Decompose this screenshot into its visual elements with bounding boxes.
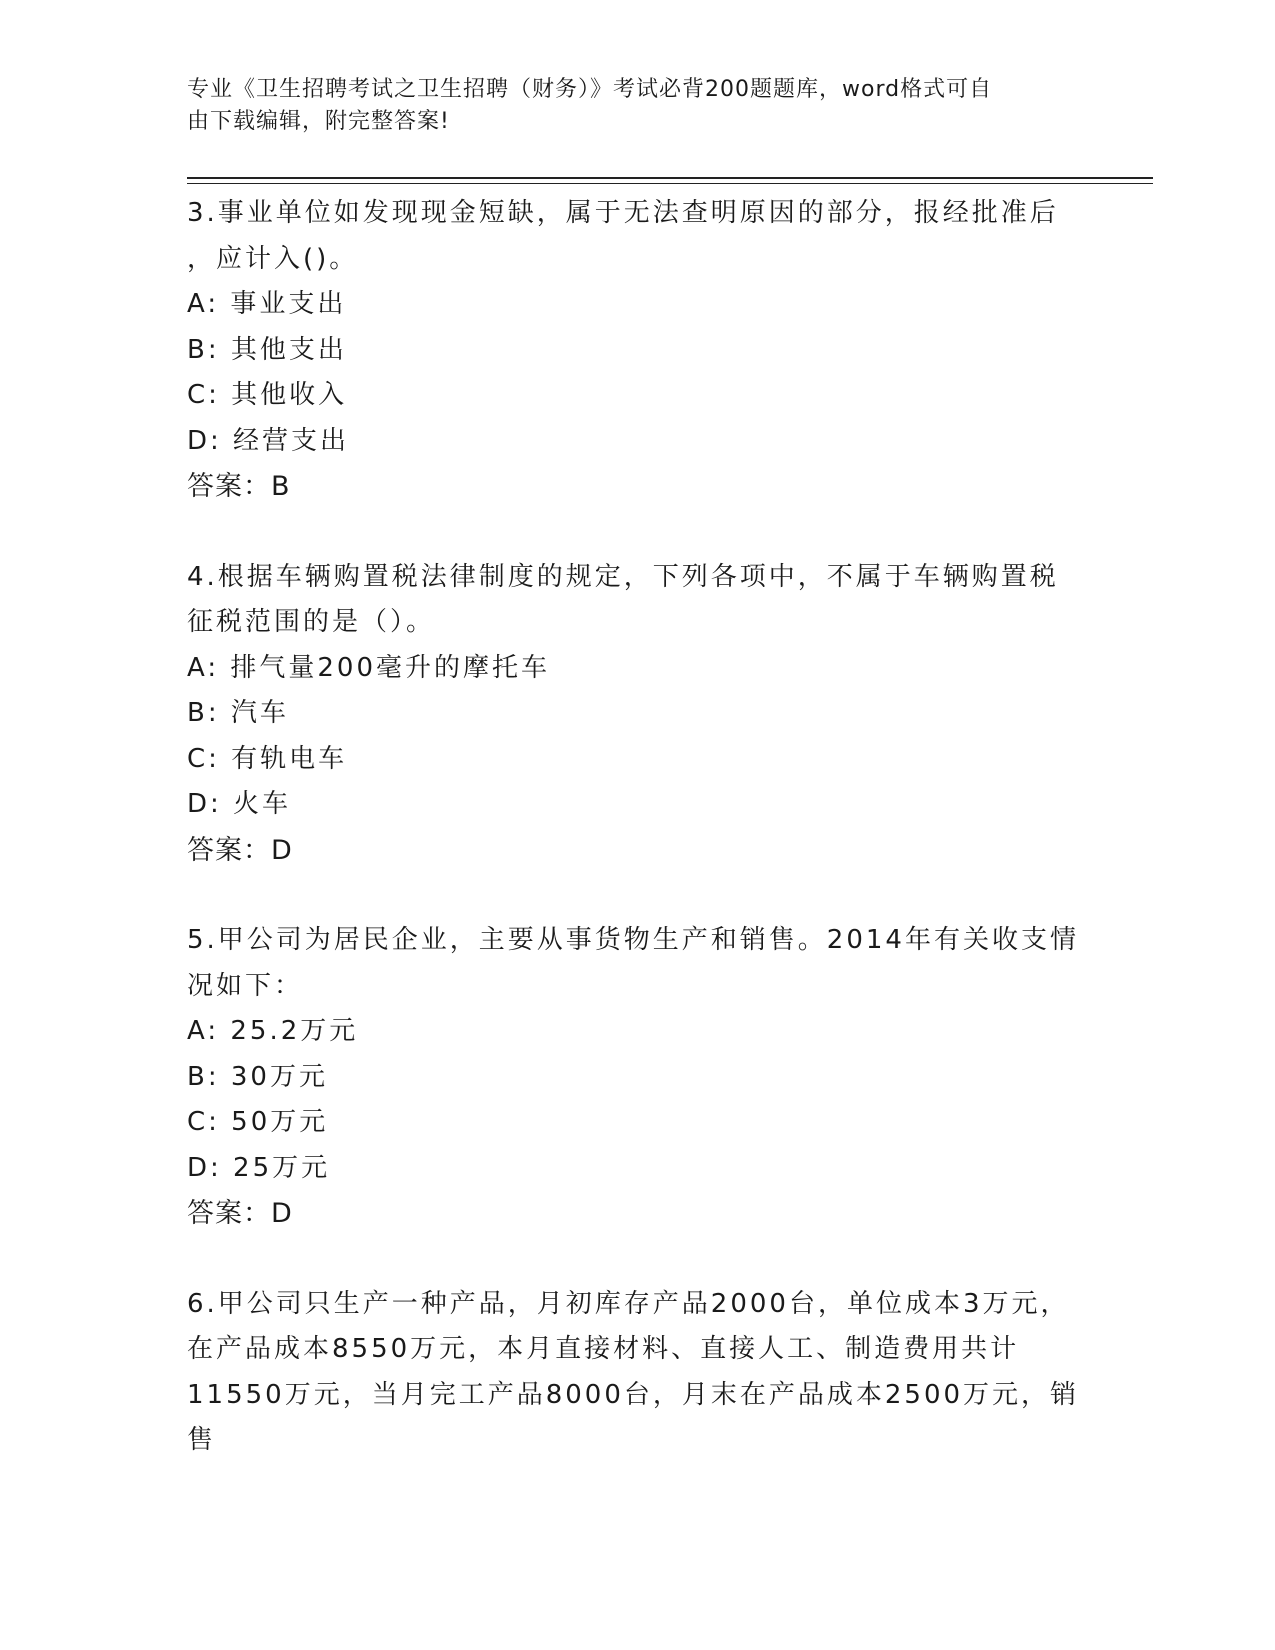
header-line-1: 专业《卫生招聘考试之卫生招聘（财务）》考试必背200题题库，word格式可自 (187, 77, 993, 102)
option-d: D: 25万元 (187, 1152, 331, 1183)
option-b: B: 其他支出 (187, 334, 347, 365)
question-5 (187, 918, 1087, 1237)
question-text-line: 5.甲公司为居民企业，主要从事货物生产和销售。2014年有关收支情 (187, 925, 1079, 955)
question-6 (187, 1282, 1087, 1464)
option-d: D: 火车 (187, 789, 292, 819)
question-text-line: 征税范围的是（）。 (187, 607, 436, 637)
question-4 (187, 555, 1087, 874)
header-line-2: 由下载编辑，附完整答案! (187, 109, 450, 134)
question-3 (187, 191, 1087, 510)
question-text-line: 6.甲公司只生产一种产品，月初库存产品2000台，单位成本3万元， (187, 1288, 1070, 1319)
question-text-line: ，应计入()。 (187, 243, 359, 274)
option-c: C: 50万元 (187, 1107, 329, 1137)
option-b: B: 30万元 (187, 1061, 328, 1092)
option-c: C: 有轨电车 (187, 743, 348, 774)
question-list (187, 191, 1087, 1464)
document-header (187, 74, 1067, 138)
option-d: D: 经营支出 (187, 425, 350, 456)
answer-line: 答案：D (187, 834, 293, 866)
question-text-line: 况如下： (187, 970, 304, 1001)
option-a: A: 排气量200毫升的摩托车 (187, 652, 550, 683)
header-divider-thin (187, 183, 1153, 184)
answer-line: 答案：B (187, 471, 291, 502)
answer-line: 答案：D (187, 1198, 293, 1229)
option-b: B: 汽车 (187, 698, 289, 728)
option-c: C: 其他收入 (187, 380, 348, 410)
question-text-line: 11550万元，当月完工产品8000台，月末在产品成本2500万元，销售 (187, 1379, 1080, 1455)
option-a: A: 25.2万元 (187, 1016, 359, 1046)
question-text-line: 3.事业单位如发现现金短缺，属于无法查明原因的部分，报经批准后 (187, 198, 1059, 228)
option-a: A: 事业支出 (187, 289, 347, 319)
header-divider-thick (187, 177, 1153, 179)
question-text-line: 在产品成本8550万元，本月直接材料、直接人工、制造费用共计 (187, 1334, 1020, 1364)
question-text-line: 4.根据车辆购置税法律制度的规定，下列各项中，不属于车辆购置税 (187, 561, 1059, 592)
